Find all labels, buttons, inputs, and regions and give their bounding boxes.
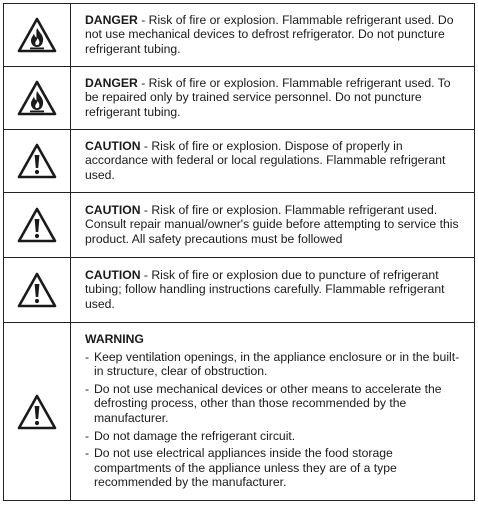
caution-label: CAUTION <box>85 267 141 282</box>
danger-text: - Risk of fire or explosion. Flammable refrigerant used. To be repaired only by trained service personnel. Do not puncture refrigerant tubing. <box>85 75 451 119</box>
danger-text: - Risk of fire or explosion. Flammable refrigerant used. Do not use mechanical devices to defrost refrigerator. Do not puncture refrigerant tubing. <box>85 12 454 56</box>
danger-label: DANGER <box>85 12 138 27</box>
caution-label: CAUTION <box>85 202 141 217</box>
danger-label: DANGER <box>85 75 138 90</box>
safety-warnings-table <box>3 3 475 501</box>
caution-label: CAUTION <box>85 138 141 153</box>
table-row <box>4 193 475 258</box>
caution-text: - Risk of fire or explosion. Dispose of properly in accordance with federal or local regulations. Flammable refrigerant used. <box>85 138 446 182</box>
table-row <box>4 323 475 501</box>
flame-warning-icon <box>17 17 57 53</box>
table-row <box>4 130 475 193</box>
exclamation-warning-icon <box>17 394 57 430</box>
exclamation-warning-icon <box>17 207 57 243</box>
table-row <box>4 67 475 130</box>
exclamation-warning-icon <box>17 272 57 308</box>
table-row <box>4 4 475 67</box>
warning-title: WARNING <box>85 332 144 347</box>
flame-warning-icon <box>17 80 57 116</box>
list-item: - Do not damage the refrigerant circuit. <box>85 429 466 444</box>
list-item: - Do not use electrical appliances inside the food storage compartments of the appliance unless they are of a type recommended by the manufacturer. <box>85 446 466 490</box>
caution-text: - Risk of fire or explosion due to puncture of refrigerant tubing; follow handling instructions carefully. Flammable refrigerant used. <box>85 267 445 311</box>
caution-text: - Risk of fire or explosion. Flammable refrigerant used. Consult repair manual/owner's guide before attempting to service this product. All safety precautions must be followed <box>85 202 459 246</box>
warning-list <box>85 350 466 490</box>
list-item: - Keep ventilation openings, in the appliance enclosure or in the built-in structure, clear of obstruction. <box>85 350 466 379</box>
list-item: - Do not use mechanical devices or other means to accelerate the defrosting process, other than those recommended by the manufacturer. <box>85 382 466 426</box>
exclamation-warning-icon <box>17 143 57 179</box>
table-row <box>4 258 475 323</box>
